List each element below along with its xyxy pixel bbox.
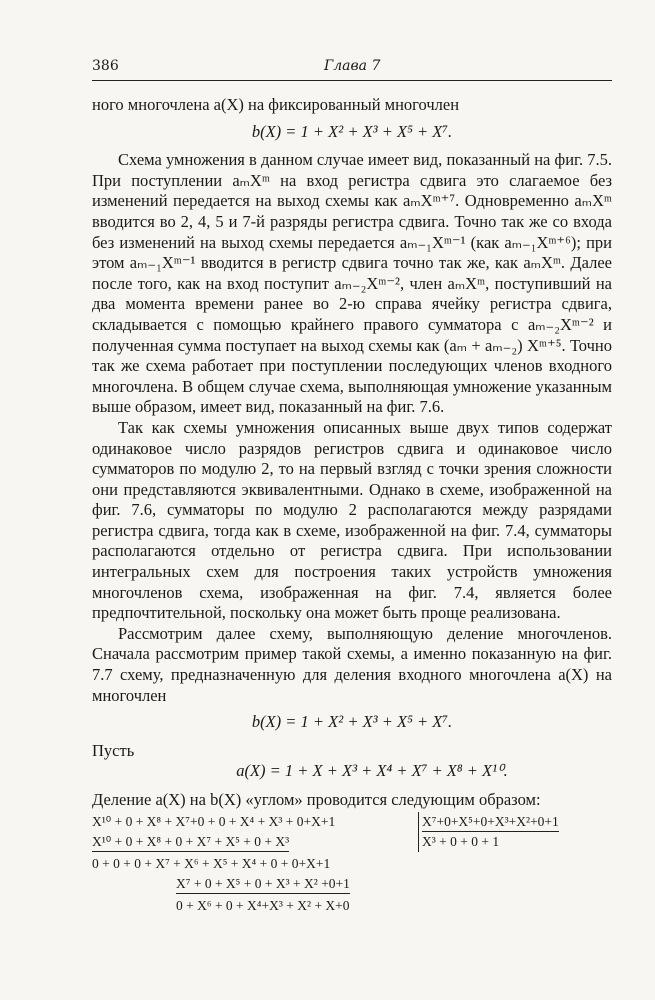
page-header [92, 58, 612, 80]
division-divisor: X⁷+0+X⁵+0+X³+X²+0+1 [422, 812, 559, 832]
division-quotient: X³ + 0 + 0 + 1 [422, 834, 500, 849]
formula-a: a(X) = 1 + X + X³ + X⁴ + X⁷ + X⁸ + X¹⁰. [236, 761, 508, 781]
division-remainder-2: 0 + X⁶ + 0 + X⁴+X³ + X² + X+0 [176, 898, 350, 913]
paragraph-5: Деление a(X) на b(X) «углом» проводится следующим образом: [92, 790, 541, 809]
division-subtrahend-2: X⁷ + 0 + X⁵ + 0 + X³ + X² +0+1 [176, 874, 350, 894]
division-subtrahend-1: X¹⁰ + 0 + X⁸ + 0 + X⁷ + X⁵ + 0 + X³ [92, 832, 289, 852]
running-head: Глава 7 [324, 58, 381, 74]
header-rule [92, 80, 612, 81]
page-number: 386 [92, 58, 119, 74]
division-dividend: X¹⁰ + 0 + X⁸ + X⁷+0 + 0 + X⁴ + X³ + 0+X+1 [92, 814, 336, 829]
paragraph-1: ного многочлена a(X) на фиксированный многочлен [92, 95, 460, 114]
formula-b2: b(X) = 1 + X² + X³ + X⁵ + X⁷. [251, 712, 453, 732]
formula-b1: b(X) = 1 + X² + X³ + X⁵ + X⁷. [251, 121, 453, 141]
body-text [92, 95, 612, 811]
paragraph-2: Схема умножения в данном случае имеет вид, показанный на фиг. 7.5. При поступлении aₘXᵐ на вход регистра сдвига это слагаемое без изменений передается на выход схемы как aₘXᵐ⁺⁷. Одновременно aₘXᵐ вводится во 2, 4, 5 и 7-й разряды регистра сдвига. Точно так же со входа без изменений на выход схемы передается aₘ₋₁Xᵐ⁻¹ (как aₘ₋₁Xᵐ⁺⁶); при этом aₘ₋₁Xᵐ⁻¹ вводится в регистр сдвига точно так же, как aₘXᵐ. Далее после того, как на вход поступит aₘ₋₂Xᵐ⁻², член aₘXᵐ, поступивший на два момента времени ранее во 2-ю справа ячейку регистра сдвига, складывается с помощью крайнего правого сумматора с aₘ₋₂Xᵐ⁻² и полученная сумма поступает на выход схемы как (aₘ + aₘ₋₂) Xᵐ⁺⁵. Точно так же схема работает при поступлении последующих членов входного многочлена. В общем случае схема, выполняющая умножение указанным выше образом, имеет вид, показанный на фиг. 7.6. [92, 150, 612, 417]
paragraph-3: Так как схемы умножения описанных выше двух типов содержат одинаковое число разрядов регистров сдвига и одинаковое число сумматоров по модулю 2, то на первый взгляд с точки зрения сложности они представляются эквивалентными. Однако в схеме, изображенной на фиг. 7.6, сумматоры по модулю 2 располагаются между разрядами регистра сдвига, тогда как в схеме, изображенной на фиг. 7.4, сумматоры располагаются отдельно от регистра сдвига. При использовании интегральных схем для построения таких устройств умножения многочленов схема, изображенная на фиг. 7.4, является более предпочтительной, поскольку она может быть проще реализована. [92, 417, 612, 623]
division-remainder-1: 0 + 0 + 0 + X⁷ + X⁶ + X⁵ + X⁴ + 0 + 0+X+1 [92, 856, 331, 871]
let-label: Пусть [92, 740, 135, 760]
division-bar [418, 812, 419, 852]
paragraph-4: Рассмотрим далее схему, выполняющую деление многочленов. Сначала рассмотрим пример такой схемы, а именно показанную на фиг. 7.7 схему, предназначенную для деления входного многочлена a(X) на многочлен [92, 623, 612, 705]
